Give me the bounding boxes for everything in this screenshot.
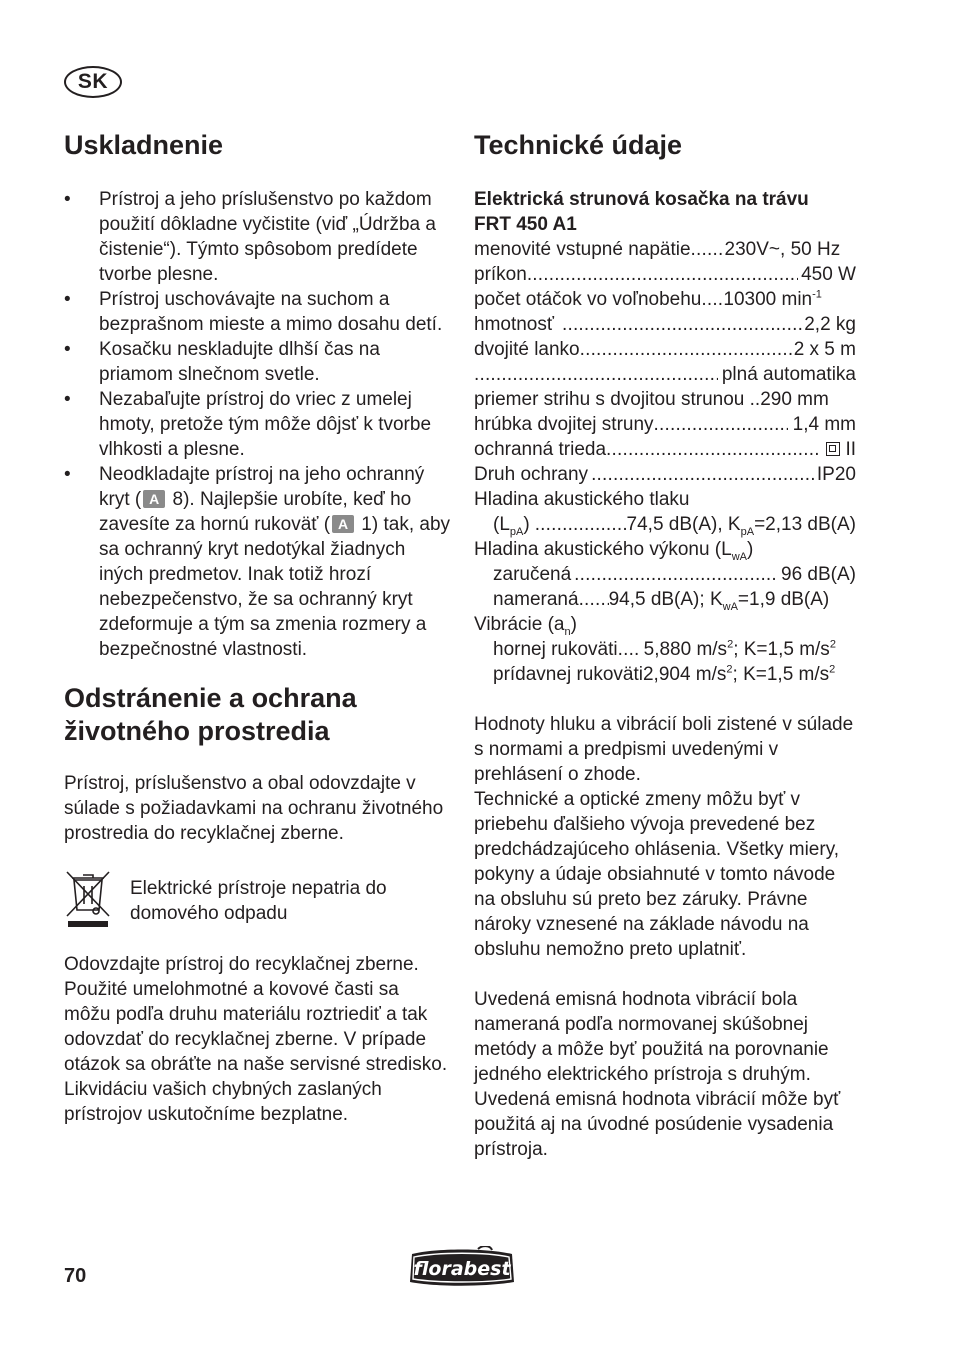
spec-row: ..... plná automatika: [474, 362, 856, 387]
vibration-note: Uvedená emisná hodnota vibrácií bola nameraná podľa normovanej skúšobnej metódy a môže byť použitá na porovnanie jedného elektrického prístroja s druhým.: [474, 989, 829, 1085]
figure-ref-badge: A: [332, 515, 354, 533]
figure-ref-badge: A: [143, 490, 165, 508]
spec-row: počet otáčok vo voľnobehu ..... 10300 $\min^{-1}$: [474, 287, 856, 312]
spec-row: $(L_{pA})$ ..... 74,5 dB(A), $K_{pA}=2,13$ dB(A): [474, 512, 856, 537]
language-badge: SK: [64, 66, 122, 98]
spec-row: Druh ochrany ..... IP20: [474, 462, 856, 487]
list-item: • Prístroj uschovávajte na suchom a bezprašnom mieste a mimo dosahu detí.: [64, 287, 450, 337]
spec-row: Hladina akustického tlaku: [474, 489, 690, 510]
vibration-note-2: Uvedená emisná hodnota vibrácií môže byť použitá aj na úvodné posúdenie vysadenia prístroja.: [474, 1089, 841, 1160]
disposal-paragraph: Odovzdajte prístroj do recyklačnej zberne. Použité umelohmotné a kovové časti sa môžu podľa druhu materiálu roztriediť a tak odovzdať do recyklačnej zberne. V prípade otázok sa obráťte na naše servisné stredisko.: [64, 954, 448, 1075]
spec-row: Vibrácie $(a_n)$: [474, 614, 577, 638]
page-number: 70: [64, 1265, 87, 1287]
florabest-logo: [406, 1246, 518, 1288]
spec-row: príkon ..... 450 W: [474, 262, 856, 287]
spec-row: priemer strihu s dvojitou strunou .. 290 mm: [474, 389, 829, 410]
logo-text: florabest: [413, 1258, 511, 1280]
disposal-heading: Odstránenie a ochrana životného prostredia: [64, 683, 357, 746]
storage-list: [64, 187, 450, 662]
spec-row: hornej rukoväti ..... 5,880 $m/s^2$; K=1,5 $m/s^2$: [474, 637, 856, 662]
disposal-intro: Prístroj, príslušenstvo a obal odovzdajte v súlade s požiadavkami na ochranu životného prostredia do recyklačnej zberne.: [64, 773, 444, 844]
spec-table: [474, 237, 856, 687]
spec-row: prídavnej rukoväti 2,904 $m/s^2$; K=1,5 $m/s^2$: [493, 663, 836, 685]
list-item: • Kosačku neskladujte dlhší čas na priamom slnečnom svetle.: [64, 337, 450, 387]
crossed-out-wheelie-bin-icon: [64, 866, 112, 930]
spec-row: menovité vstupné napätie ..... 230V~, 50 Hz: [474, 237, 856, 262]
disposal-paragraph-free: Likvidáciu vašich chybných zaslaných prístrojov uskutočníme bezplatne.: [64, 1079, 382, 1125]
spec-row: hmotnosť ..... 2,2 kg: [474, 312, 856, 337]
list-item: • Prístroj a jeho príslušenstvo po každom použití dôkladne vyčistite (viď „Údržba a čistenie“). Týmto spôsobom predídete tvorbe plesne.: [64, 187, 450, 287]
protection-class-ii-icon: [826, 442, 840, 456]
spec-row: Hladina akustického výkonu $(L_{wA})$: [474, 539, 754, 563]
spec-row: nameraná ..... 94,5 dB(A); $K_{wA}=1,9$ dB(A): [474, 587, 856, 612]
spec-row: dvojité lanko ..... 2 x 5 m: [474, 337, 856, 362]
right-column: [474, 126, 856, 1162]
left-column: [64, 126, 450, 1127]
noise-note: Hodnoty hluku a vibrácií boli zistené v súlade s normami a predpismi uvedenými v prehlásení o zhode.: [474, 714, 854, 785]
spec-row: hrúbka dvojitej struny ..... 1,4 mm: [474, 412, 856, 437]
list-item: • Neodkladajte prístroj na jeho ochranný kryt ( A 8). Najlepšie urobíte, keď ho zavesíte za hornú rukoväť ( A 1) tak, aby sa ochranný kryt nedotýkal žiadnych iných predmetov. Inak totiž hrozí nebezpečenstvo, že sa ochranný kryt zdeformuje a tým sa zmenia rozmery a bezpečnostné vlastnosti.: [64, 462, 450, 662]
spec-row: zaručená ..... 96 dB(A): [474, 562, 856, 587]
weee-text: Elektrické prístroje nepatria do domového odpadu: [130, 878, 387, 924]
product-name: Elektrická strunová kosačka na trávu FRT 450 A1: [474, 189, 809, 235]
changes-note: Technické a optické zmeny môžu byť v priebehu ďalšieho vývoja prevedené bez predchádzajúceho ohlásenia. Všetky miery, pokyny a údaje obsiahnuté v tomto návode na obsluhu sú preto bez záruky. Právne nároky vznesené na základe návodu na obsluhu nemožno preto uplatniť.: [474, 789, 840, 960]
tech-data-heading: Technické údaje: [474, 130, 683, 160]
spec-row: ochranná trieda ..... II: [474, 437, 856, 462]
storage-heading: Uskladnenie: [64, 130, 224, 160]
list-item: • Nezabaľujte prístroj do vriec z umelej hmoty, pretože tým môže dôjsť k tvorbe vlhkosti a plesne.: [64, 387, 450, 462]
weee-notice: [64, 866, 450, 930]
